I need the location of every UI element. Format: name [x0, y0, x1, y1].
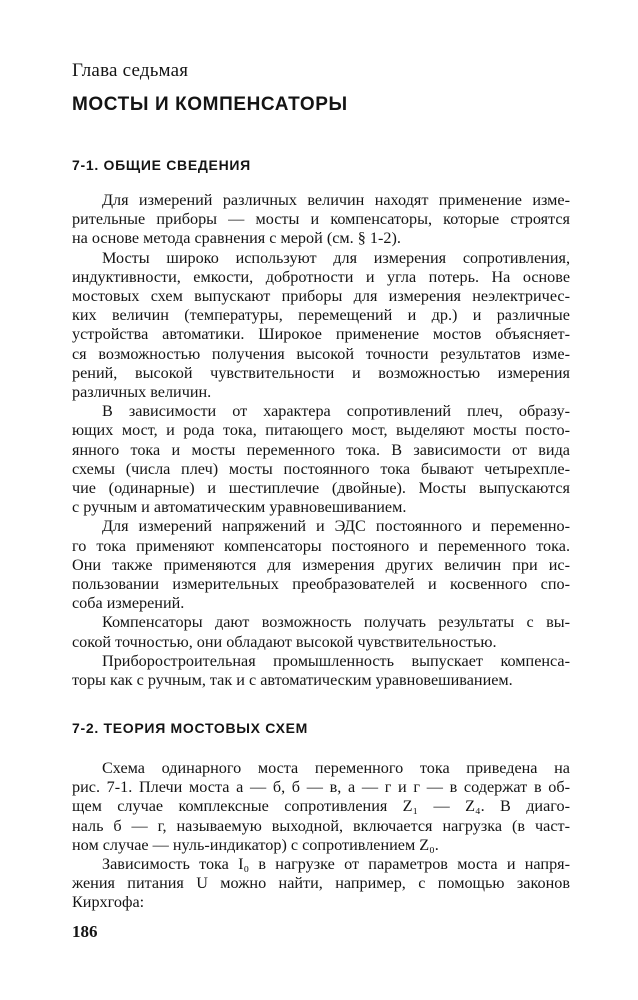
text-line: ких величин (температуры, перемещений и др.) и различные	[72, 306, 570, 325]
section-7-1-paragraph-6	[72, 652, 570, 690]
text-line: ном случае — нуль-индикатор) с сопротивлением Z₀.	[72, 835, 439, 854]
text-line: Они также применяются для измерения других величин при ис-	[72, 555, 570, 574]
text-line: Для измерений напряжений и ЭДС постоянного и переменно-	[102, 517, 570, 536]
text-line: соба измерений.	[72, 594, 185, 613]
text-line: янного тока и мосты переменного тока. В зависимости от вида	[72, 440, 570, 459]
text-line: наль б — г, называемую выходной, включается нагрузка (в част-	[72, 816, 570, 835]
text-line: с ручным и автоматическим уравновешиванием.	[72, 498, 407, 517]
text-line: различных величин.	[72, 382, 212, 401]
text-line: ющих мост, и рода тока, питающего мост, выделяют мосты посто-	[72, 421, 570, 440]
section-7-2-paragraph-1	[72, 759, 570, 855]
text-line: сокой точностью, они обладают высокой чувствительностью.	[72, 632, 497, 651]
text-line: чие (одинарные) и шестиплечие (двойные). Мосты выпускаются	[72, 478, 570, 497]
section-7-1-paragraph-5	[72, 613, 570, 651]
text-line: жения питания U можно найти, например, с помощью законов	[72, 874, 570, 893]
text-line: мостовых схем выпускают приборы для измерения неэлектричес-	[72, 286, 570, 305]
text-line: рительные приборы — мосты и компенсаторы, которые строятся	[72, 210, 570, 229]
text-line: Мосты широко используют для измерения сопротивления,	[102, 248, 570, 267]
page-number: 186	[72, 922, 98, 941]
text-line: индуктивности, емкости, добротности и угла потерь. На основе	[72, 267, 570, 286]
text-line: Для измерений различных величин находят применение изме-	[102, 191, 570, 209]
chapter-label: Глава седьмая	[72, 60, 189, 81]
section-7-2-paragraph-2	[72, 855, 570, 913]
text-line: рис. 7-1. Плечи моста а — б, б — в, а — г и г — в содержат в об-	[72, 778, 570, 797]
section-7-1-paragraph-1	[72, 191, 570, 249]
text-line: Компенсаторы дают возможность получать результаты с вы-	[102, 613, 570, 632]
text-line: Зависимость тока I₀ в нагрузке от параметров моста и напря-	[102, 855, 570, 873]
text-line: го тока применяют компенсаторы постояного и переменного тока.	[72, 536, 570, 555]
text-line: щем случае комплексные сопротивления Z₁ — Z₄. В диаго-	[72, 797, 570, 816]
section-7-1-paragraph-3	[72, 402, 570, 517]
section-7-1-paragraph-4	[72, 517, 570, 613]
text-line: схемы (числа плеч) мосты постоянного тока бывают четырехпле-	[72, 459, 570, 478]
section-heading-7-2: 7-2. ТЕОРИЯ МОСТОВЫХ СХЕМ	[72, 720, 309, 736]
text-line: Кирхгофа:	[72, 893, 145, 912]
text-line: Схема одинарного моста переменного тока приведена на	[102, 759, 570, 777]
text-line: на основе метода сравнения с мерой (см. § 1-2).	[72, 229, 401, 248]
text-line: устройства автоматики. Широкое применение мостов объясняет-	[72, 325, 570, 344]
section-heading-7-1: 7-1. ОБЩИЕ СВЕДЕНИЯ	[72, 157, 251, 173]
text-line: рений, высокой чувствительности и возможностью измерения	[72, 363, 570, 382]
text-line: торы как с ручным, так и с автоматическим уравновешиванием.	[72, 670, 513, 689]
text-line: ся возможностью получения высокой точности результатов изме-	[72, 344, 570, 363]
chapter-title: МОСТЫ И КОМПЕНСАТОРЫ	[72, 94, 348, 115]
text-line: пользовании измерительных преобразователей и косвенного спо-	[72, 574, 570, 593]
text-line: Приборостроительная промышленность выпускает компенса-	[102, 651, 570, 670]
text-line: В зависимости от характера сопротивлений плеч, образу-	[102, 402, 570, 421]
section-7-1-paragraph-2	[72, 249, 570, 403]
